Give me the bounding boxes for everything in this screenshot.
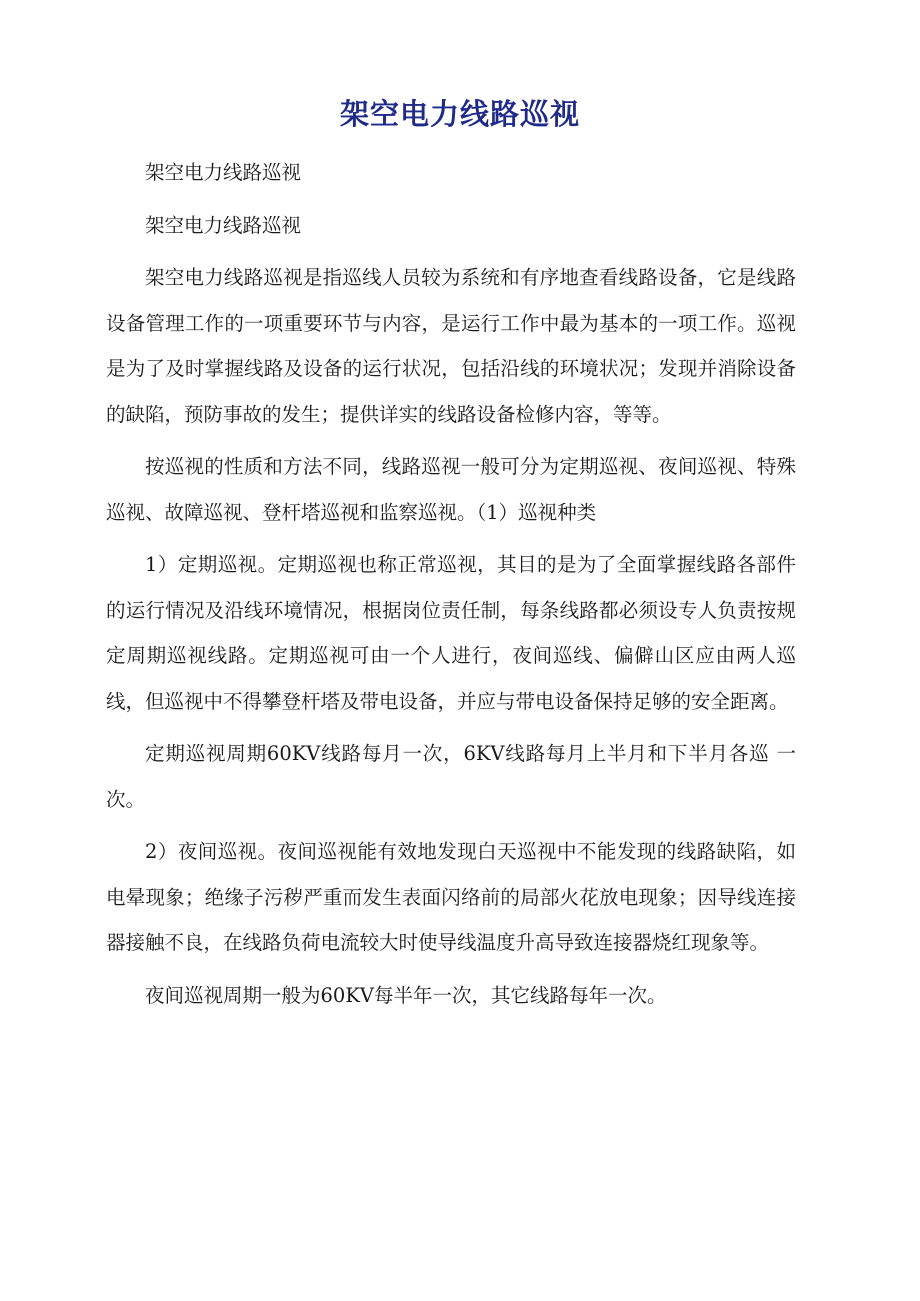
paragraph-subtitle-2: 架空电力线路巡视 [145,213,302,237]
paragraph-subtitle-1: 架空电力线路巡视 [145,161,302,184]
paragraph-night-patrol: 2）夜间巡视。夜间巡视能有效地发现白天巡视中不能发现的线路缺陷，如电晕现象；绝缘子污秽严重而发生表面闪络前的局部火花放电现象；因导线连接器接触不良，在线路负荷电流较大时使导线温度升高导致连接器烧红现象等。 [106,840,796,954]
document-body [106,150,796,1025]
paragraph-night-cycle: 夜间巡视周期一般为60KV每半年一次，其它线路每年一次。 [145,983,667,1007]
document-title: 架空电力线路巡视 [339,97,580,131]
paragraph-classification: 按巡视的性质和方法不同，线路巡视一般可分为定期巡视、夜间巡视、特殊巡视、故障巡视、登杆塔巡视和监察巡视。（1）巡视种类 [106,455,796,524]
paragraph-intro: 架空电力线路巡视是指巡线人员较为系统和有序地查看线路设备，它是线路设备管理工作的一项重要环节与内容，是运行工作中最为基本的一项工作。巡视是为了及时掌握线路及设备的运行状况，包括沿线的环境状况；发现并消除设备的缺陷，预防事故的发生；提供详实的线路设备检修内容，等等。 [106,266,796,426]
paragraph-regular-cycle: 定期巡视周期60KV线路每月一次，6KV线路每月上半月和下半月各巡 一次。 [106,742,796,811]
paragraph-regular-patrol: 1）定期巡视。定期巡视也称正常巡视，其目的是为了全面掌握线路各部件的运行情况及沿线环境情况，根据岗位责任制，每条线路都必须设专人负责按规定周期巡视线路。定期巡视可由一个人进行，夜间巡线、偏僻山区应由两人巡线，但巡视中不得攀登杆塔及带电设备，并应与带电设备保持足够的安全距离。 [106,553,796,713]
